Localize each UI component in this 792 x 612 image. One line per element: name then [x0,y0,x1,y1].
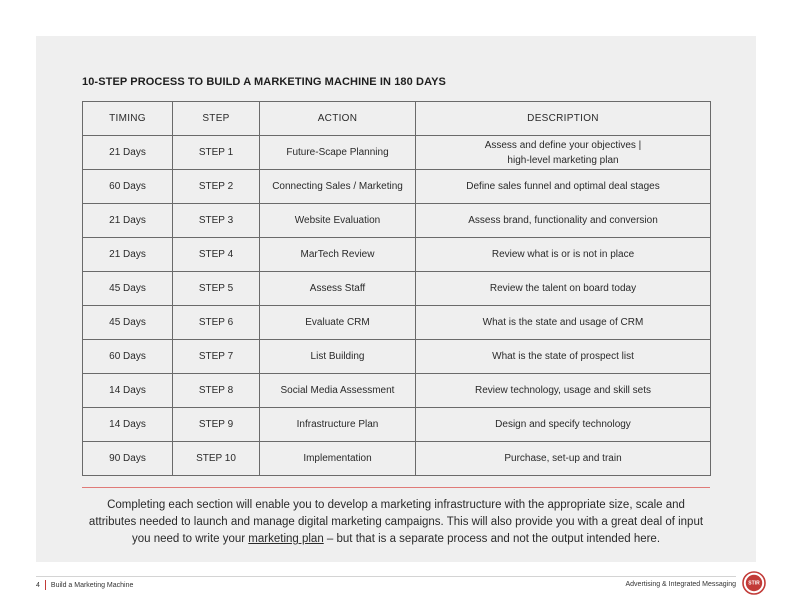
cell-timing: 21 Days [83,136,173,170]
cell-action: Future-Scape Planning [260,136,416,170]
cell-step: STEP 3 [173,204,260,238]
cell-step: STEP 7 [173,340,260,374]
closing-paragraph [82,497,710,548]
footer-divider [36,576,736,577]
footer-tagline: Advertising & Integrated Messaging [625,581,736,588]
cell-action: Website Evaluation [260,204,416,238]
table-row [83,272,711,306]
description-line: high-level marketing plan [507,154,619,166]
cell-description: Review technology, usage and skill sets [416,374,711,408]
table-row [83,306,711,340]
closing-text: Completing each section will enable you to develop a marketing infrastructure with the appropriate size, scale and attributes needed to launch and manage digital marketing campaigns. This will also provide you with a great deal of input you need to write your [88,499,704,545]
cell-description: Assess brand, functionality and conversion [416,204,711,238]
table-header-row [83,102,711,136]
cell-step: STEP 2 [173,170,260,204]
cell-timing: 60 Days [83,170,173,204]
footer-doc-title: Build a Marketing Machine [50,581,134,589]
header-action: ACTION [260,102,416,136]
cell-timing: 14 Days [83,408,173,442]
cell-step: STEP 9 [173,408,260,442]
cell-description: Review the talent on board today [416,272,711,306]
cell-action: MarTech Review [260,238,416,272]
cell-action: Evaluate CRM [260,306,416,340]
cell-step: STEP 4 [173,238,260,272]
cell-step: STEP 5 [173,272,260,306]
cell-action: List Building [260,340,416,374]
marketing-plan-link[interactable]: marketing plan [248,533,324,545]
closing-text-end: – but that is a separate process and not the output intended here. [323,533,661,545]
cell-description: What is the state and usage of CRM [416,306,711,340]
cell-action: Assess Staff [260,272,416,306]
cell-description: Purchase, set-up and train [416,442,711,476]
table-row [83,204,711,238]
cell-timing: 14 Days [83,374,173,408]
cell-step: STEP 8 [173,374,260,408]
footer-separator [45,580,46,590]
page-number: 4 [36,581,40,589]
cell-timing: 45 Days [83,272,173,306]
table-row [83,340,711,374]
header-timing: TIMING [83,102,173,136]
accent-divider [82,487,710,488]
cell-description [416,136,711,170]
table-row [83,408,711,442]
footer-left [36,580,133,590]
table-row [83,136,711,170]
cell-action: Infrastructure Plan [260,408,416,442]
cell-description: Design and specify technology [416,408,711,442]
cell-description: Define sales funnel and optimal deal stages [416,170,711,204]
page-title: 10-STEP PROCESS TO BUILD A MARKETING MACHINE IN 180 DAYS [82,76,446,88]
description-line: Assess and define your objectives | [484,139,642,151]
cell-step: STEP 6 [173,306,260,340]
header-step: STEP [173,102,260,136]
cell-description: Review what is or is not in place [416,238,711,272]
table-row [83,442,711,476]
cell-timing: 45 Days [83,306,173,340]
process-table [82,101,711,476]
cell-action: Implementation [260,442,416,476]
cell-timing: 21 Days [83,204,173,238]
logo-text: STIR [748,580,760,587]
cell-timing: 90 Days [83,442,173,476]
cell-action: Social Media Assessment [260,374,416,408]
table-row [83,170,711,204]
cell-step: STEP 10 [173,442,260,476]
header-description: DESCRIPTION [416,102,711,136]
cell-timing: 60 Days [83,340,173,374]
table-row [83,374,711,408]
cell-description: What is the state of prospect list [416,340,711,374]
cell-step: STEP 1 [173,136,260,170]
cell-timing: 21 Days [83,238,173,272]
table-row [83,238,711,272]
stir-logo-icon [742,571,766,595]
cell-action: Connecting Sales / Marketing [260,170,416,204]
